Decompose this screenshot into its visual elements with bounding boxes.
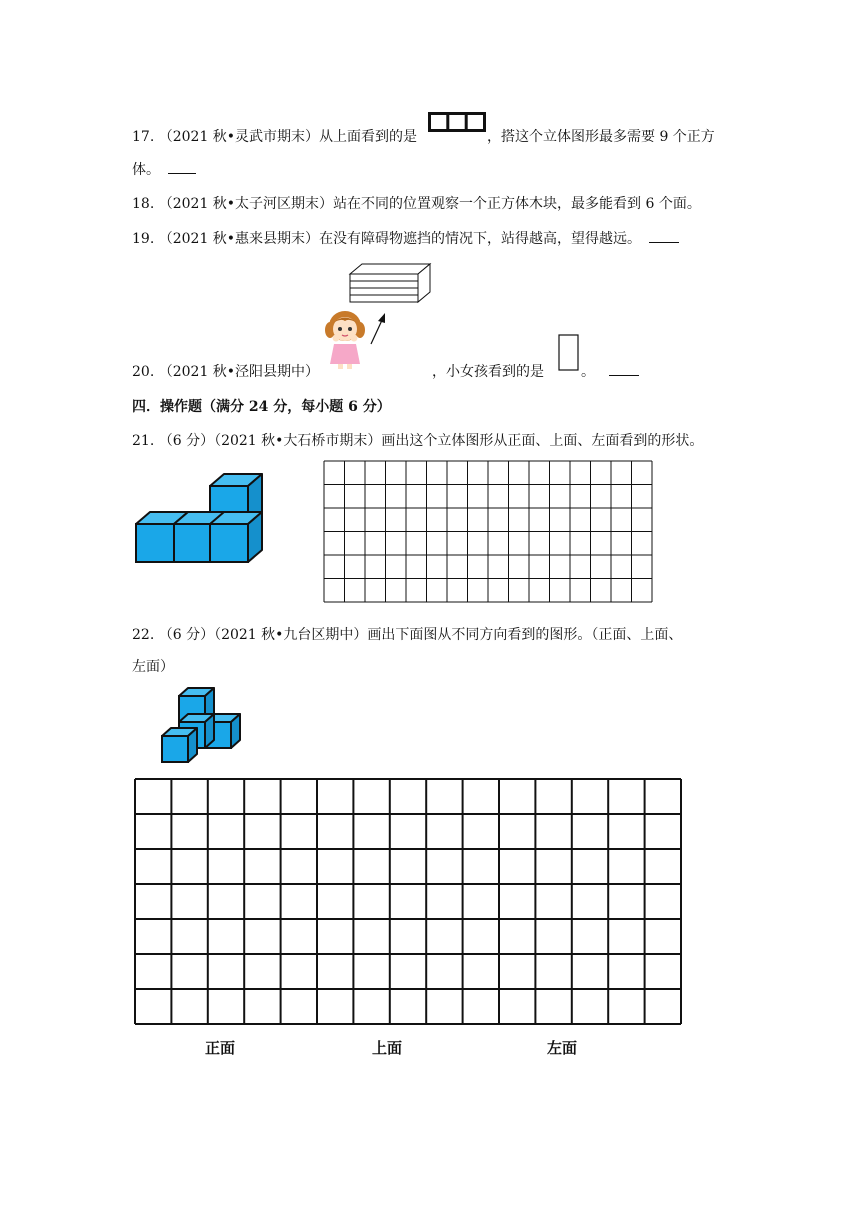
question-number: 18.: [132, 196, 155, 212]
cube: [162, 728, 197, 762]
cube: [210, 512, 262, 562]
label-top-view: 上面: [372, 1039, 403, 1057]
question-source: （2021 秋•九台区期中）: [214, 627, 368, 643]
question-17: [132, 126, 417, 146]
drawing-grid-22[interactable]: [134, 778, 684, 1028]
girl-icon: [324, 308, 366, 370]
question-number: 17.: [132, 129, 155, 145]
question-source: （2021 秋•惠来县期末）: [158, 231, 320, 247]
question-source: （2021 秋•大石桥市期末）: [214, 433, 382, 449]
label-front-view: 正面: [205, 1039, 236, 1057]
question-text: 体。: [132, 162, 160, 178]
question-18: [132, 193, 701, 213]
cube-figure-21: [134, 472, 264, 566]
cube-figure-22: [160, 684, 242, 766]
question-17-line2: [132, 159, 196, 179]
question-number: 20.: [132, 364, 155, 380]
three-square-top-view-icon: [428, 112, 486, 132]
question-number: 22.: [132, 627, 155, 643]
question-number: 21.: [132, 433, 155, 449]
tall-rectangle-icon: [558, 334, 580, 372]
question-text: 从上面看到的是: [319, 129, 418, 145]
question-text: 左面）: [132, 659, 174, 675]
question-source: （2021 秋•灵武市期末）: [158, 129, 320, 145]
answer-blank[interactable]: [609, 363, 639, 376]
question-22-line2: [132, 656, 174, 676]
question-22: [132, 624, 682, 644]
answer-blank[interactable]: [649, 230, 679, 243]
question-20-end: [581, 361, 639, 381]
question-source: （2021 秋•太子河区期末）: [158, 196, 334, 212]
question-points: （6 分）: [158, 433, 215, 449]
question-text: 画出这个立体图形从正面、上面、左面看到的形状。: [381, 433, 704, 449]
question-source: （2021 秋•泾阳县期中）: [158, 364, 320, 380]
section-title: 四．操作题（满分 24 分，每小题 6 分）: [132, 399, 391, 415]
question-text: 站在不同的位置观察一个正方体木块，最多能看到 6 个面。: [333, 196, 701, 212]
drawing-grid-21[interactable]: [323, 460, 655, 604]
sight-arrow-icon: [368, 312, 388, 346]
question-21: [132, 430, 703, 450]
answer-blank[interactable]: [168, 161, 196, 174]
question-text: 。: [581, 364, 595, 380]
question-text: 画出下面图从不同方向看到的图形。（正面、上面、: [367, 627, 683, 643]
question-text: 在没有障碍物遮挡的情况下，站得越高，望得越远。: [319, 231, 642, 247]
question-text: ，小女孩看到的是: [432, 364, 544, 380]
question-17-continuation: [487, 126, 715, 146]
label-left-view: 左面: [547, 1039, 578, 1057]
question-number: 19.: [132, 231, 155, 247]
question-20-text: [432, 361, 544, 381]
box-illustration: [348, 262, 432, 304]
question-19: [132, 228, 679, 248]
question-20: [132, 361, 319, 381]
question-points: （6 分）: [158, 627, 215, 643]
question-text: ，搭这个立体图形最多需要 9 个正方: [487, 129, 715, 145]
